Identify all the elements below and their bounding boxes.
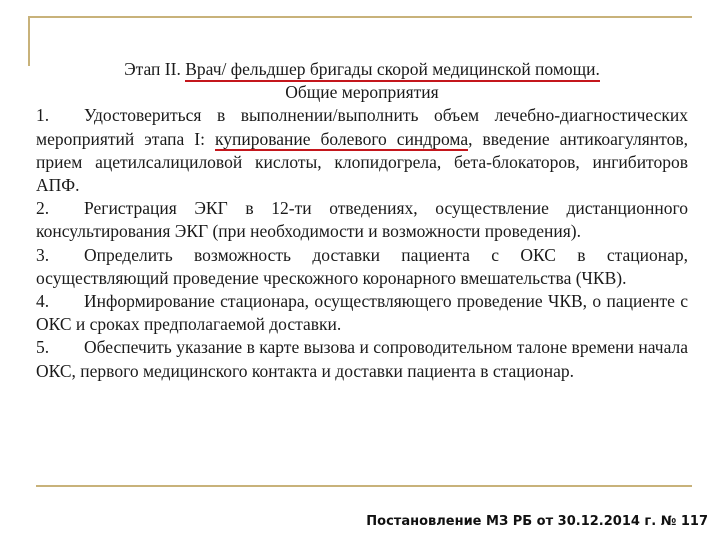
title-underlined: Врач/ фельдшер бригады скорой медицинской помощи. xyxy=(185,59,600,82)
item-text: Определить возможность доставки пациента с ОКС в стационар, осуществляющий проведение чрескожного коронарного вмешательства (ЧКВ). xyxy=(36,244,688,288)
item-text: Удостовериться в выполнении/выполнить объем лечебно-диагностических мероприятий этапа I: xyxy=(36,105,688,149)
item-number: 3. xyxy=(36,244,50,265)
list-item-5 xyxy=(36,336,688,382)
document-subtitle: Общие мероприятия xyxy=(285,82,439,103)
item-highlight: купирование болевого синдрома xyxy=(214,128,469,149)
item-number: 2. xyxy=(36,198,50,219)
frame-bottom-line xyxy=(36,485,692,487)
list-item-2 xyxy=(36,197,688,243)
list-item-4 xyxy=(36,290,688,336)
list-item-1 xyxy=(36,104,688,197)
document-body xyxy=(36,58,688,383)
document-title xyxy=(36,58,688,81)
frame-left-line xyxy=(28,16,30,66)
item-text-continued: , введение антикоагулянтов, прием ацетилсалициловой кислоты, клопидогрела, бета-блокаторов, ингибиторов АПФ. xyxy=(36,128,688,196)
item-number: 4. xyxy=(36,291,50,312)
title-prefix: Этап II. xyxy=(124,59,186,79)
item-number: 5. xyxy=(36,337,50,358)
item-text: Регистрация ЭКГ в 12-ти отведениях, осуществление дистанционного консультирования ЭКГ (при необходимости и возможности проведения). xyxy=(36,198,688,242)
footer-citation: Постановление МЗ РБ от 30.12.2014 г. № 117 xyxy=(366,514,708,529)
frame-top-line xyxy=(28,16,692,18)
list-item-3 xyxy=(36,244,688,290)
item-number: 1. xyxy=(36,105,50,126)
item-text: Обеспечить указание в карте вызова и сопроводительном талоне времени начала ОКС, первого медицинского контакта и доставки пациента в стационар. xyxy=(36,337,688,381)
item-text: Информирование стационара, осуществляющего проведение ЧКВ, о пациенте с ОКС и сроках предполагаемой доставки. xyxy=(36,291,688,335)
